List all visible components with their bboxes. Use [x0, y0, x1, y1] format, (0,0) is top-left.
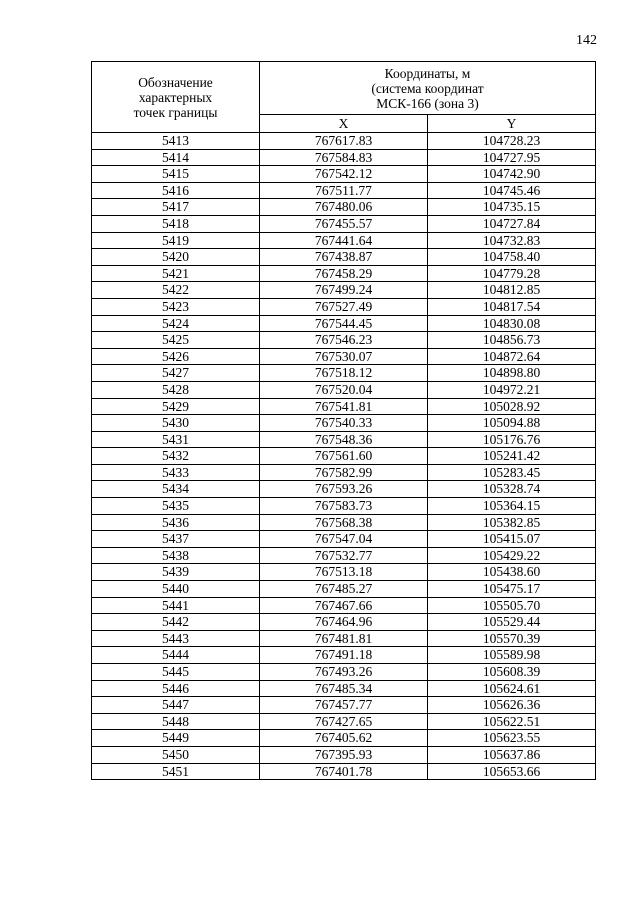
x-coordinate-cell: 767499.24 — [260, 282, 428, 299]
y-coordinate-cell: 104817.54 — [428, 298, 596, 315]
table-row — [92, 249, 596, 266]
point-id-cell: 5436 — [92, 514, 260, 531]
x-coordinate-cell: 767467.66 — [260, 597, 428, 614]
table-row — [92, 746, 596, 763]
coords-header-line: Координаты, м — [384, 65, 471, 81]
table-row — [92, 697, 596, 714]
table-row — [92, 415, 596, 432]
table-row — [92, 647, 596, 664]
table-row — [92, 448, 596, 465]
y-coordinate-cell: 105176.76 — [428, 431, 596, 448]
x-coordinate-cell: 767455.57 — [260, 215, 428, 232]
x-coordinate-cell: 767438.87 — [260, 249, 428, 266]
y-coordinate-cell: 105094.88 — [428, 415, 596, 432]
x-coordinate-cell: 767527.49 — [260, 298, 428, 315]
y-coordinate-cell: 105429.22 — [428, 547, 596, 564]
table-row — [92, 282, 596, 299]
y-coordinate-cell: 104872.64 — [428, 348, 596, 365]
x-coordinate-cell: 767546.23 — [260, 332, 428, 349]
point-id-cell: 5448 — [92, 713, 260, 730]
y-coordinate-cell: 104898.80 — [428, 365, 596, 382]
y-coordinate-cell: 105624.61 — [428, 680, 596, 697]
x-coordinate-cell: 767532.77 — [260, 547, 428, 564]
x-coordinate-cell: 767441.64 — [260, 232, 428, 249]
x-coordinate-cell: 767593.26 — [260, 481, 428, 498]
table-row — [92, 763, 596, 780]
x-coordinate-cell: 767568.38 — [260, 514, 428, 531]
y-coordinate-cell: 105328.74 — [428, 481, 596, 498]
point-id-cell: 5439 — [92, 564, 260, 581]
point-id-cell: 5432 — [92, 448, 260, 465]
point-id-cell: 5427 — [92, 365, 260, 382]
point-id-cell: 5445 — [92, 664, 260, 681]
point-id-cell: 5431 — [92, 431, 260, 448]
point-designation-header — [92, 62, 260, 133]
point-header-line: точек границы — [133, 104, 218, 120]
y-coordinate-cell: 105241.42 — [428, 448, 596, 465]
point-id-cell: 5420 — [92, 249, 260, 266]
table-row — [92, 398, 596, 415]
x-coordinate-cell: 767457.77 — [260, 697, 428, 714]
table-row — [92, 664, 596, 681]
point-id-cell: 5421 — [92, 265, 260, 282]
y-coordinate-cell: 105475.17 — [428, 581, 596, 598]
x-coordinate-cell: 767541.81 — [260, 398, 428, 415]
y-coordinate-cell: 105283.45 — [428, 464, 596, 481]
x-coordinate-cell: 767427.65 — [260, 713, 428, 730]
y-coordinate-cell: 105570.39 — [428, 630, 596, 647]
x-coordinate-cell: 767493.26 — [260, 664, 428, 681]
y-coordinate-cell: 104856.73 — [428, 332, 596, 349]
x-coordinate-cell: 767458.29 — [260, 265, 428, 282]
coordinates-table — [91, 61, 596, 780]
table-row — [92, 199, 596, 216]
x-coordinate-cell: 767584.83 — [260, 149, 428, 166]
point-id-cell: 5447 — [92, 697, 260, 714]
table-row — [92, 265, 596, 282]
point-id-cell: 5450 — [92, 746, 260, 763]
point-id-cell: 5440 — [92, 581, 260, 598]
y-coordinate-cell: 105653.66 — [428, 763, 596, 780]
table-row — [92, 232, 596, 249]
y-coordinate-cell: 105529.44 — [428, 614, 596, 631]
x-coordinate-cell: 767405.62 — [260, 730, 428, 747]
y-coordinate-cell: 104727.95 — [428, 149, 596, 166]
table-row — [92, 381, 596, 398]
x-coordinate-cell: 767582.99 — [260, 464, 428, 481]
coordinates-header — [260, 62, 596, 115]
y-coordinate-cell: 105622.51 — [428, 713, 596, 730]
y-coordinate-cell: 104758.40 — [428, 249, 596, 266]
y-coordinate-cell: 105608.39 — [428, 664, 596, 681]
y-coordinate-cell: 104972.21 — [428, 381, 596, 398]
point-id-cell: 5423 — [92, 298, 260, 315]
x-coordinate-cell: 767542.12 — [260, 166, 428, 183]
point-id-cell: 5451 — [92, 763, 260, 780]
table-row — [92, 464, 596, 481]
x-coordinate-cell: 767395.93 — [260, 746, 428, 763]
point-id-cell: 5413 — [92, 133, 260, 150]
point-id-cell: 5435 — [92, 498, 260, 515]
table-row — [92, 431, 596, 448]
table-row — [92, 713, 596, 730]
point-header-line: характерных — [138, 89, 213, 105]
point-id-cell: 5444 — [92, 647, 260, 664]
coords-header-line: МСК-166 (зона 3) — [376, 95, 479, 111]
y-coordinate-cell: 105637.86 — [428, 746, 596, 763]
x-coordinate-cell: 767540.33 — [260, 415, 428, 432]
x-coordinate-cell: 767485.27 — [260, 581, 428, 598]
x-coordinate-cell: 767583.73 — [260, 498, 428, 515]
point-id-cell: 5416 — [92, 182, 260, 199]
point-id-cell: 5434 — [92, 481, 260, 498]
table-row — [92, 531, 596, 548]
point-id-cell: 5426 — [92, 348, 260, 365]
table-header — [92, 62, 596, 133]
y-coordinate-cell: 104735.15 — [428, 199, 596, 216]
table-body — [92, 133, 596, 780]
point-header-line: Обозначение — [138, 74, 213, 90]
x-coordinate-cell: 767480.06 — [260, 199, 428, 216]
point-id-cell: 5449 — [92, 730, 260, 747]
point-id-cell: 5437 — [92, 531, 260, 548]
y-coordinate-cell: 104745.46 — [428, 182, 596, 199]
table-row — [92, 365, 596, 382]
y-coordinate-cell: 105382.85 — [428, 514, 596, 531]
x-coordinate-cell: 767547.04 — [260, 531, 428, 548]
table-row — [92, 315, 596, 332]
table-row — [92, 581, 596, 598]
table-row — [92, 166, 596, 183]
point-id-cell: 5418 — [92, 215, 260, 232]
table-row — [92, 133, 596, 150]
table-row — [92, 730, 596, 747]
table-row — [92, 514, 596, 531]
point-id-cell: 5419 — [92, 232, 260, 249]
point-id-cell: 5438 — [92, 547, 260, 564]
column-y-header: Y — [428, 115, 596, 133]
table-row — [92, 630, 596, 647]
header-row-main — [92, 62, 596, 115]
table-row — [92, 614, 596, 631]
point-id-cell: 5433 — [92, 464, 260, 481]
x-coordinate-cell: 767520.04 — [260, 381, 428, 398]
table-row — [92, 348, 596, 365]
x-coordinate-cell: 767481.81 — [260, 630, 428, 647]
table-row — [92, 215, 596, 232]
y-coordinate-cell: 104812.85 — [428, 282, 596, 299]
y-coordinate-cell: 105626.36 — [428, 697, 596, 714]
x-coordinate-cell: 767544.45 — [260, 315, 428, 332]
x-coordinate-cell: 767464.96 — [260, 614, 428, 631]
point-id-cell: 5428 — [92, 381, 260, 398]
page-number: 142 — [576, 33, 597, 48]
x-coordinate-cell: 767511.77 — [260, 182, 428, 199]
y-coordinate-cell: 105415.07 — [428, 531, 596, 548]
x-coordinate-cell: 767513.18 — [260, 564, 428, 581]
table-row — [92, 547, 596, 564]
y-coordinate-cell: 105623.55 — [428, 730, 596, 747]
y-coordinate-cell: 104728.23 — [428, 133, 596, 150]
y-coordinate-cell: 105589.98 — [428, 647, 596, 664]
x-coordinate-cell: 767401.78 — [260, 763, 428, 780]
point-id-cell: 5442 — [92, 614, 260, 631]
y-coordinate-cell: 104742.90 — [428, 166, 596, 183]
table-row — [92, 597, 596, 614]
point-id-cell: 5429 — [92, 398, 260, 415]
column-x-header: X — [260, 115, 428, 133]
y-coordinate-cell: 105364.15 — [428, 498, 596, 515]
x-coordinate-cell: 767530.07 — [260, 348, 428, 365]
y-coordinate-cell: 105505.70 — [428, 597, 596, 614]
point-id-cell: 5415 — [92, 166, 260, 183]
y-coordinate-cell: 104779.28 — [428, 265, 596, 282]
y-coordinate-cell: 105438.60 — [428, 564, 596, 581]
x-coordinate-cell: 767491.18 — [260, 647, 428, 664]
x-coordinate-cell: 767617.83 — [260, 133, 428, 150]
point-id-cell: 5446 — [92, 680, 260, 697]
table-row — [92, 298, 596, 315]
table-row — [92, 182, 596, 199]
table-row — [92, 498, 596, 515]
y-coordinate-cell: 104727.84 — [428, 215, 596, 232]
x-coordinate-cell: 767561.60 — [260, 448, 428, 465]
table-row — [92, 332, 596, 349]
point-id-cell: 5424 — [92, 315, 260, 332]
point-id-cell: 5430 — [92, 415, 260, 432]
table-row — [92, 149, 596, 166]
y-coordinate-cell: 105028.92 — [428, 398, 596, 415]
point-id-cell: 5441 — [92, 597, 260, 614]
table-row — [92, 481, 596, 498]
point-id-cell: 5422 — [92, 282, 260, 299]
table-row — [92, 680, 596, 697]
x-coordinate-cell: 767548.36 — [260, 431, 428, 448]
x-coordinate-cell: 767485.34 — [260, 680, 428, 697]
y-coordinate-cell: 104732.83 — [428, 232, 596, 249]
point-id-cell: 5414 — [92, 149, 260, 166]
coords-header-line: (система координат — [371, 80, 484, 96]
x-coordinate-cell: 767518.12 — [260, 365, 428, 382]
y-coordinate-cell: 104830.08 — [428, 315, 596, 332]
point-id-cell: 5443 — [92, 630, 260, 647]
table-row — [92, 564, 596, 581]
point-id-cell: 5417 — [92, 199, 260, 216]
point-id-cell: 5425 — [92, 332, 260, 349]
